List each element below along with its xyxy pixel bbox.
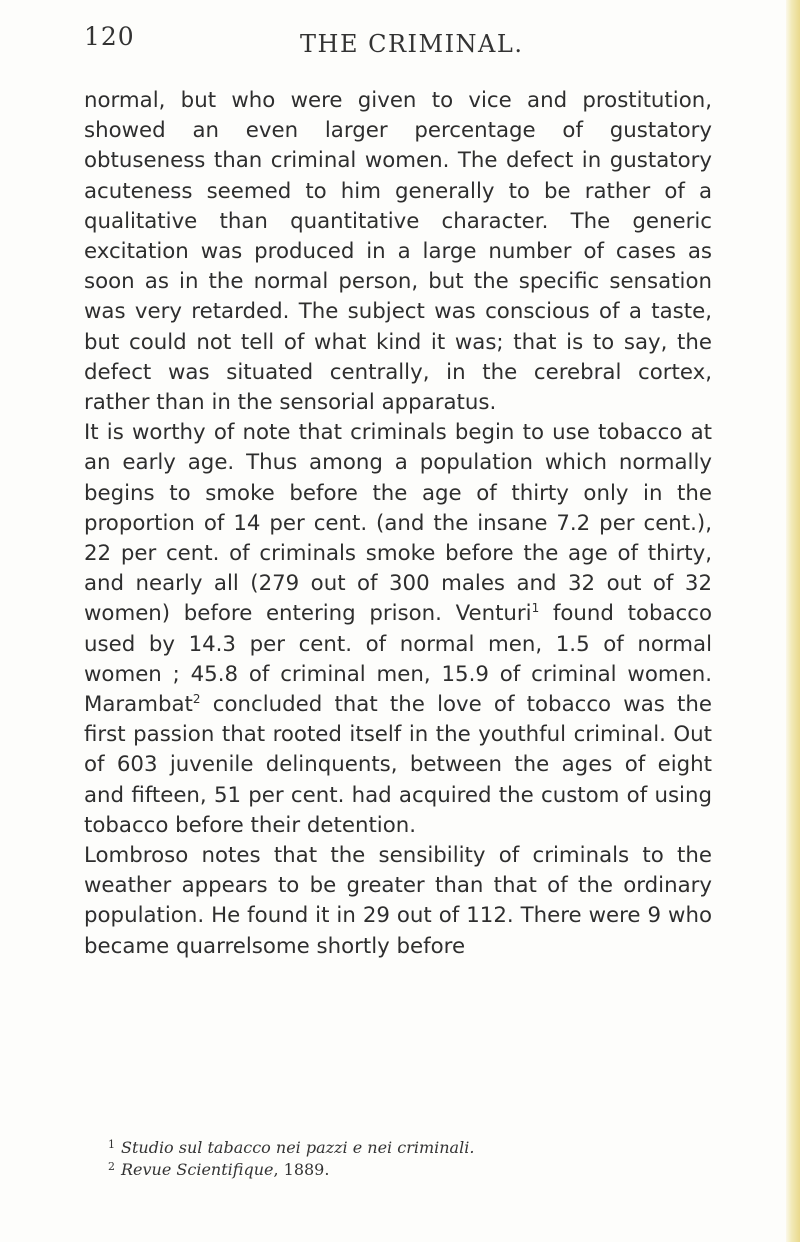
footnote-ref-1: 1 <box>531 601 540 616</box>
footnote-2-mark: 2 <box>108 1160 115 1173</box>
running-head: THE CRIMINAL. <box>300 30 524 58</box>
footnotes <box>108 1135 708 1179</box>
footnote-ref-2: 2 <box>192 692 201 707</box>
footnote-2-suffix: , 1889. <box>273 1160 330 1179</box>
footnote-2-text: Revue Scientifique <box>121 1160 274 1179</box>
paragraph-1: normal, but who were given to vice and prostitution, showed an even larger percentage of gustatory obtuseness than criminal women. The defect in gustatory acuteness seemed to him generally to be rather of a qualitative than quantitative character. The generic excitation was produced in a large number of cases as soon as in the normal person, but the specific sensation was very retarded. The subject was conscious of a taste, but could not tell of what kind it was; that is to say, the defect was situated centrally, in the cerebral cortex, rather than in the sensorial apparatus. <box>84 88 712 416</box>
paragraph-3: Lombroso notes that the sensibility of criminals to the weather appears to be greater than that of the ordinary population. He found it in 29 out of 112. There were 9 who became quarrelsome shortly before <box>84 843 712 959</box>
paragraph-2-part-3: concluded that the love of tobacco was the first passion that rooted itself in the youthful criminal. Out of 603 juvenile delinquents, between the ages of eight and fifteen, 51 per cent. had acquired the custom of using tobacco before their detention. <box>84 692 712 838</box>
page-number: 120 <box>84 22 135 51</box>
paragraph-2-part-2: found tobacco used by 14.3 per cent. of normal men, 1.5 of normal women ; 45.8 of criminal men, 15.9 of criminal women. Marambat <box>84 601 712 718</box>
footnote-1-mark: 1 <box>108 1138 115 1151</box>
footnote-1 <box>108 1135 708 1157</box>
paragraph-2-part-1: It is worthy of note that criminals begin to use tobacco at an early age. Thus among a population which normally begins to smoke before the age of thirty only in the proportion of 14 per cent. (and the insane 7.2 per cent.), 22 per cent. of criminals smoke before the age of thirty, and nearly all (279 out of 300 males and 32 out of 32 women) before entering prison. Venturi <box>84 420 712 627</box>
body-text <box>84 86 712 962</box>
footnote-2 <box>108 1157 708 1179</box>
footnote-1-text: Studio sul tabacco nei pazzi e nei criminali. <box>121 1138 475 1157</box>
paragraph-2 <box>84 418 712 841</box>
page-edge <box>786 0 800 1242</box>
